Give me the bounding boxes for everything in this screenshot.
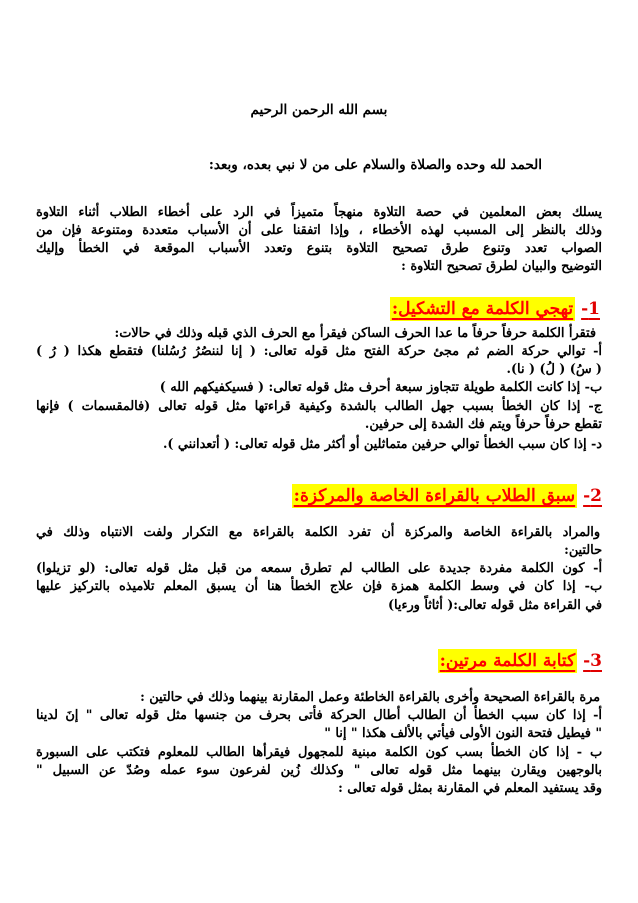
section-title-highlight — [438, 649, 578, 673]
section-line: مرة بالقراءة الصحيحة وأخرى بالقراءة الخاطئة وعمل المقارنة بينهما وذلك في حالتين : — [140, 690, 600, 705]
section-colon: : — [293, 486, 300, 506]
section-line: أ- إذا كان سبب الخطأ أن الطالب أطال الحركة فأتى بحرف من جنسها مثل قوله تعالى " إنَ لدينا — [36, 708, 602, 723]
section-line: تقطع حرفاً حرفاً ويتم فك الشدة إلى حرفين. — [364, 417, 602, 432]
section-line: " فيطيل فتحة النون الأولى فيأتي بالألف هكذا " إنا " — [324, 726, 602, 741]
bismillah: بسم الله الرحمن الرحيم — [250, 102, 388, 118]
section-title: سبق الطلاب بالقراءة الخاصة والمركزة — [299, 486, 576, 506]
section-title: كتابة الكلمة مرتين — [445, 651, 576, 671]
section-colon: : — [391, 299, 399, 319]
section-heading — [438, 649, 602, 673]
section-number: 3- — [583, 651, 602, 671]
opening-line: الحمد لله وحده والصلاة والسلام على من لا نبي بعده، وبعد: — [208, 157, 542, 173]
section-line: وقد يستفيد المعلم في المقارنة بمثل قوله تعالى : — [338, 781, 602, 796]
intro-line: التوضيح والبيان لطرق تصحيح التلاوة : — [401, 259, 602, 274]
section-line: ج- إذا كان الخطأ بسبب جهل الطالب بالشدة وكيفية قراءتها مثل قوله تعالى (فالمقسمات ) فإنها — [36, 399, 602, 414]
section-number: 1- — [581, 299, 600, 319]
section-line: في القراءة مثل قوله تعالى:( أثاثاً ورءيا) — [387, 598, 602, 613]
section-line: أ- توالي حركة الضم ثم مجئ حركة الفتح مثل قوله تعالى: ( إنا لننصُرُ رُسُلنا) فتقطع هكذا ( رُ ) — [36, 344, 602, 359]
section-number: 2- — [583, 486, 602, 506]
section-line: د- إذا كان سبب الخطأ توالي حرفين متماثلين أو أكثر مثل قوله تعالى: ( أتعدانني ). — [162, 437, 602, 452]
section-line: والمراد بالقراءة الخاصة والمركزة أن تفرد الكلمة بالقراءة مع التكرار ولفت الانتباه وذلك في — [36, 525, 600, 540]
section-title-highlight — [390, 297, 575, 321]
section-line: ب- إذا كان في وسط الكلمة همزة فإن علاج الخطأ هنا أن يسبق المعلم تلاميذه بالتركيز عليها — [36, 579, 602, 594]
section-line: أ- كون الكلمة مفردة جديدة على الطالب لم تطرق سمعه من قبل مثل قوله تعالى: (لو تزيلوا) — [36, 561, 602, 576]
intro-line: وذلك بالنظر إلى المسبب لهذه الأخطاء ، وإذا اتفقنا على أن الأسباب متعددة ومتنوعة فإن من — [36, 223, 602, 238]
section-heading — [292, 484, 602, 508]
section-colon: : — [439, 651, 446, 671]
intro-line: الصواب تعدد وتنوع طرق تصحيح التلاوة بتنوع وتعدد الأسباب الموقعة في الخطأ وإليك — [36, 241, 602, 256]
intro-line: يسلك بعض المعلمين في حصة التلاوة منهجاً متميزاً في الرد على أخطاء الطلاب أثناء التلاوة — [36, 205, 602, 220]
section-line: ( سُ) ( لُ) ( نا). — [506, 362, 602, 377]
section-line: ب - إذا كان الخطأ بسب كون الكلمة مبنية للمجهول فيقرأها الطالب للمعلوم فتكتب على السبورة — [36, 745, 602, 760]
section-title: تهجي الكلمة مع التشكيل — [398, 299, 574, 319]
section-title-highlight — [292, 484, 578, 508]
section-line: ب- إذا كانت الكلمة طويلة تتجاوز سبعة أحرف مثل قوله تعالى: ( فسيكفيكهم الله ) — [159, 380, 602, 395]
section-line: حالتين: — [564, 543, 602, 558]
section-heading — [390, 297, 600, 321]
section-line: فتقرأ الكلمة حرفاً حرفاً ما عدا الحرف الساكن فيقرأ مع الحرف الذي قبله وذلك في حالات: — [114, 326, 596, 341]
section-line: بالوجهين ويقارن بينهما مثل قوله تعالى " وكذلك زُين لفرعون سوء عمله وصُدّ عن السبيل " — [36, 763, 602, 778]
